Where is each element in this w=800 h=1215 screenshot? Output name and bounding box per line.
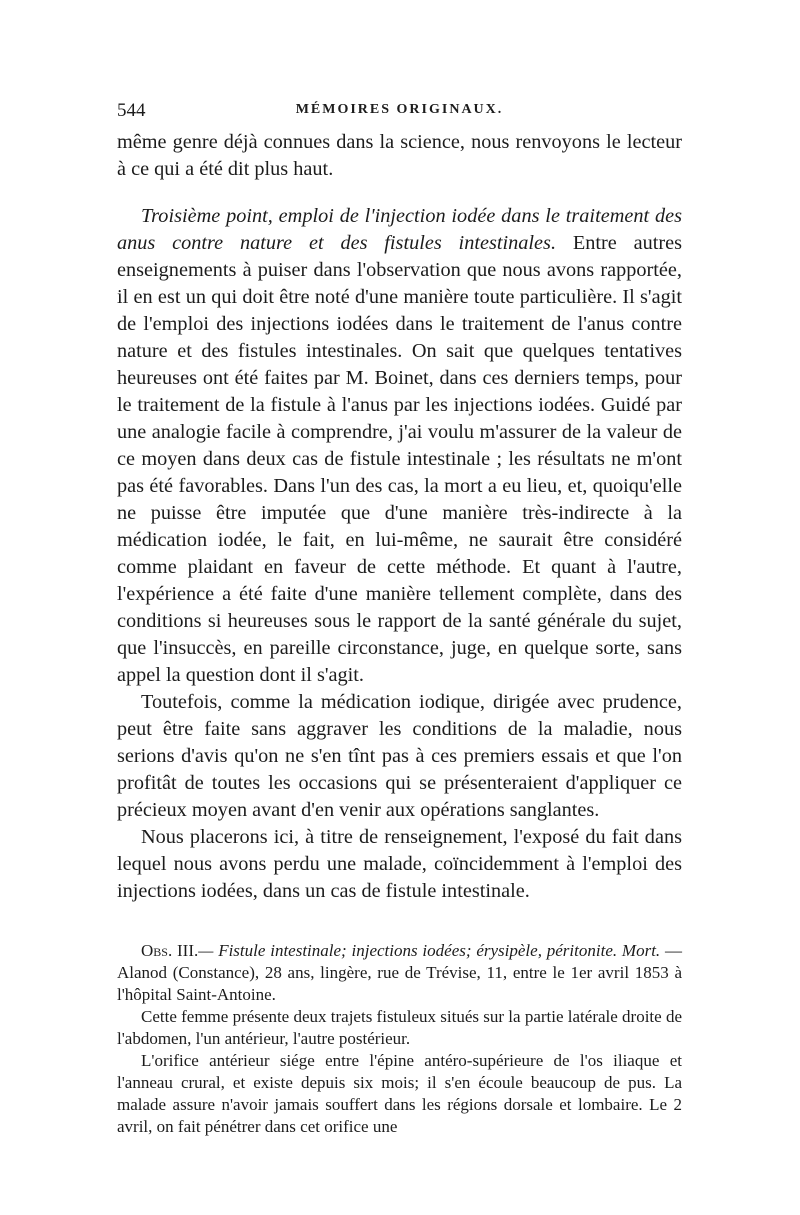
section-heading: Troisième point, emploi de l'injection iodée dans le traitement des anus contre nature et des fistules intestinales. [117, 205, 682, 254]
paragraph-third-point [117, 203, 682, 689]
paragraph-text: Entre autres enseignements à puiser dans l'observation que nous avons rapportée, il en est un qui doit être noté d'une manière toute particulière. Il s'agit de l'emploi des injections iodées dans le traitement de l'anus contre nature et des fistules intestinales. On sait que quelques tentatives heureuses ont été faites par M. Boinet, dans ces derniers temps, pour le traitement de la fistule à l'anus par les injections iodées. Guidé par une analogie facile à comprendre, j'ai voulu m'assurer de la valeur de ce moyen dans deux cas de fistule intestinale ; les résultats ne m'ont pas été favorables. Dans l'un des cas, la mort a eu lieu, et, quoiqu'elle ne puisse être imputée que d'une manière très-indirecte à la médication iodée, le fait, en lui-même, ne saurait être considéré comme plaidant en faveur de cette méthode. Et quant à l'autre, l'expérience a été faite d'une manière tellement complète, dans des conditions si heureuses sous le rapport de la santé générale du sujet, que l'insuccès, en pareille circonstance, juge, en quelque sorte, sans appel la question dont il s'agit. [117, 232, 682, 686]
paragraph-nous-placerons: Nous placerons ici, à titre de renseignement, l'exposé du fait dans lequel nous avons perdu une malade, coïncidemment à l'emploi des injections iodées, dans un cas de fistule intestinale. [117, 826, 682, 902]
observation-intro [117, 940, 682, 1006]
observation-intro-text: — Alanod (Constance), 28 ans, lingère, rue de Trévise, 11, entre le 1er avril 1853 à l'hôpital Saint-Antoine. [117, 941, 683, 1004]
paragraph-toutefois: Toutefois, comme la médication iodique, dirigée avec prudence, peut être faite sans aggraver les conditions de la maladie, nous serions d'avis qu'on ne s'en tînt pas à ces premiers essais et que l'on profitât de toutes les occasions qui se présenteraient d'appliquer ce précieux moyen avant d'en venir aux opérations sanglantes. [117, 691, 682, 821]
observation-paragraph: L'orifice antérieur siége entre l'épine antéro-supérieure de l'os iliaque et l'anneau crural, et existe depuis six mois; il s'en écoule beaucoup de pus. La malade assure n'avoir jamais souffert dans les régions dorsale et lombaire. Le 2 avril, on fait pénétrer dans cet orifice une [117, 1051, 682, 1136]
page-header [117, 100, 682, 126]
paragraph-continuation: même genre déjà connues dans la science, nous renvoyons le lecteur à ce qui a été dit plus haut. [117, 131, 682, 180]
observation-label: Obs. III. [141, 941, 199, 960]
observation-block [117, 940, 682, 1138]
running-title: MÉMOIRES ORIGINAUX. [295, 102, 504, 117]
observation-paragraph: Cette femme présente deux trajets fistuleux situés sur la partie latérale droite de l'abdomen, l'un antérieur, l'autre postérieur. [117, 1007, 682, 1048]
page-number: 544 [117, 100, 146, 121]
observation-title: — Fistule intestinale; injections iodées; érysipèle, péritonite. Mort. [198, 941, 661, 960]
main-text [117, 129, 682, 905]
